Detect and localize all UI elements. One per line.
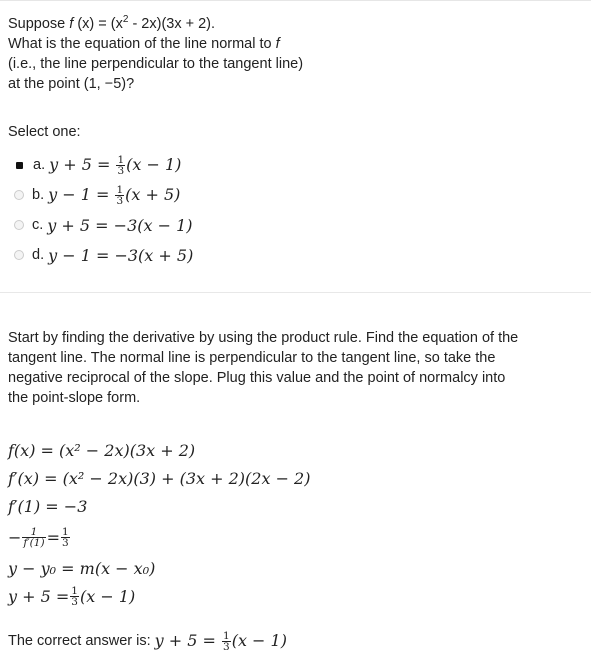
step-6-rhs: (x − 1) — [79, 586, 136, 606]
question-func: f — [69, 16, 74, 32]
question-exponent: 2 — [122, 14, 129, 25]
option-c-equation: y + 5 = −3(x − 1) — [47, 215, 193, 235]
selected-radio-icon[interactable] — [16, 162, 23, 169]
radio-icon[interactable] — [14, 220, 24, 230]
question-text — [8, 14, 568, 94]
option-d-letter: d. — [32, 247, 45, 263]
question-suffix: - 2x)(3x + 2). — [128, 16, 216, 32]
option-c-letter: c. — [32, 217, 44, 233]
answer-frac-den: 3 — [223, 640, 230, 653]
step-negative-reciprocal — [8, 520, 578, 554]
option-a-equation — [49, 155, 181, 176]
option-b-frac-num: 1 — [116, 183, 124, 196]
radio-icon[interactable] — [14, 190, 24, 200]
correct-answer-label: The correct answer is: — [8, 633, 151, 649]
step-function: f(x) = (x² − 2x)(3x + 2) — [8, 440, 196, 460]
step-final-equation — [8, 582, 578, 610]
option-b[interactable] — [14, 180, 574, 210]
question-line-4: at the point (1, −5)? — [8, 76, 135, 92]
step-4-frac-den: f′(1) — [23, 536, 45, 549]
correct-answer-equation — [155, 631, 287, 652]
question-line-2-func: f — [275, 36, 280, 52]
option-b-equation — [48, 185, 180, 206]
answer-fraction — [222, 631, 231, 652]
option-d-equation: y − 1 = −3(x + 5) — [48, 245, 194, 265]
question-prefix: Suppose — [8, 16, 70, 32]
step-slope: f′(1) = −3 — [8, 496, 88, 516]
option-a[interactable] — [14, 150, 574, 180]
explanation-text — [8, 328, 578, 408]
step-4-result-num: 1 — [61, 525, 69, 538]
solution-steps — [8, 436, 578, 610]
option-a-frac-den: 3 — [117, 164, 125, 177]
option-a-lhs: y + 5 = — [49, 154, 116, 174]
radio-icon[interactable] — [14, 250, 24, 260]
select-one-label: Select one: — [8, 124, 81, 140]
option-b-frac-den: 3 — [116, 194, 124, 207]
step-6-fraction — [70, 586, 79, 607]
option-d[interactable] — [14, 240, 574, 270]
step-6-frac-den: 3 — [71, 595, 78, 608]
option-a-fraction — [116, 155, 125, 176]
option-a-frac-num: 1 — [117, 153, 125, 166]
step-4-result-den: 3 — [61, 536, 69, 549]
step-6-lhs: y + 5 = — [8, 586, 70, 606]
question-line-1 — [8, 14, 568, 34]
answer-lhs: y + 5 = — [154, 630, 222, 650]
answer-frac-num: 1 — [223, 629, 230, 642]
step-derivative: f′(x) = (x² − 2x)(3) + (3x + 2)(2x − 2) — [8, 468, 311, 488]
option-b-lhs: y − 1 = — [48, 184, 115, 204]
explanation-line-3: negative reciprocal of the slope. Plug this value and the point of normalcy into — [8, 370, 506, 386]
answer-rhs: (x − 1) — [231, 630, 287, 650]
option-a-letter: a. — [33, 157, 46, 173]
option-b-rhs: (x + 5) — [125, 184, 181, 204]
question-line-2-text: What is the equation of the line normal to — [8, 36, 276, 52]
explanation-line-1: Start by finding the derivative by using the product rule. Find the equation of the — [8, 330, 519, 346]
option-b-fraction — [115, 185, 124, 206]
question-line-2 — [8, 34, 568, 54]
step-4-equals: = — [46, 527, 60, 547]
question-line-3: (i.e., the line perpendicular to the tangent line) — [8, 56, 304, 72]
explanation-line-4: the point-slope form. — [8, 390, 141, 406]
step-4-minus: − — [8, 527, 22, 547]
step-4-frac-num: 1 — [30, 525, 38, 538]
step-4-result-fraction — [61, 527, 70, 548]
step-4-fraction — [22, 527, 45, 548]
explanation-line-2: tangent line. The normal line is perpendicular to the tangent line, so take the — [8, 350, 496, 366]
step-point-slope: y − y₀ = m(x − x₀) — [8, 558, 156, 578]
section-divider — [0, 292, 591, 293]
option-c[interactable] — [14, 210, 574, 240]
top-divider — [0, 0, 591, 1]
option-a-rhs: (x − 1) — [126, 154, 182, 174]
answer-options — [14, 150, 574, 270]
question-expr: (x) = (x — [73, 16, 123, 32]
step-6-frac-num: 1 — [71, 584, 78, 597]
correct-answer — [8, 628, 287, 654]
option-b-letter: b. — [32, 187, 45, 203]
